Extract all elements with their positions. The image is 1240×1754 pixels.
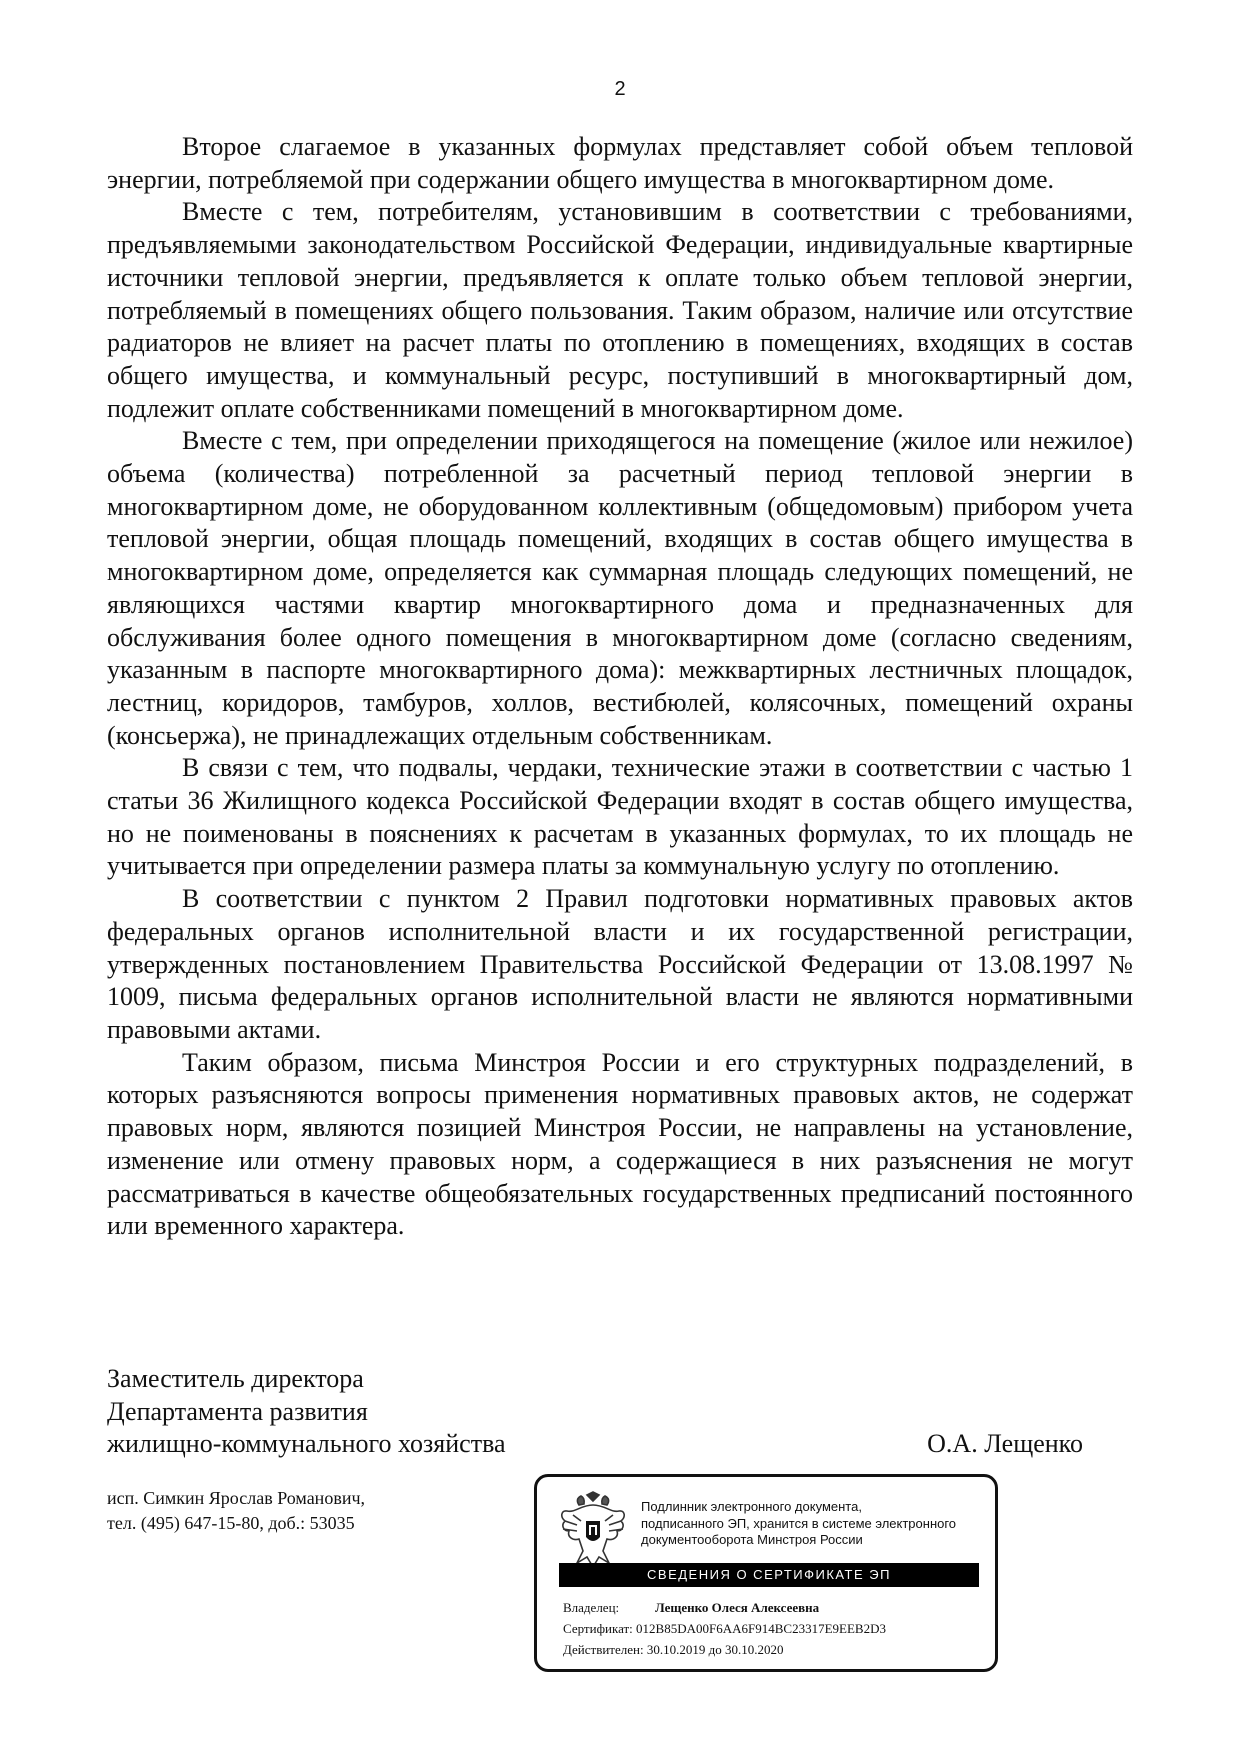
owner-value: Лещенко Олеся Алексеевна	[655, 1600, 820, 1615]
executor-info	[107, 1486, 365, 1536]
executor-name: исп. Симкин Ярослав Романович,	[107, 1488, 366, 1508]
page-number: 2	[614, 78, 626, 100]
paragraph: Второе слагаемое в указанных формулах представляет собой объем тепловой энергии, потребляемой при содержании общего имущества в многоквартирном доме.	[107, 132, 1133, 194]
cert-value: 012B85DA00F6AA6F914BC23317E9EEB2D3	[636, 1621, 886, 1636]
signatory-name: О.А. Лещенко	[927, 1429, 1083, 1458]
valid-value: 30.10.2019 до 30.10.2020	[646, 1642, 784, 1657]
signatory-title-line: Заместитель директора	[107, 1364, 364, 1393]
paragraph: Вместе с тем, потребителям, установившим в соответствии с требованиями, предъявляемыми законодательством Российской Федерации, индивидуальные квартирные источники тепловой энергии, предъявляется к оплате только объем тепловой энергии, потребляемый в помещениях общего пользования. Таким образом, наличие или отсутствие радиаторов не влияет на расчет платы по отоплению в помещениях, входящих в состав общего имущества, и коммунальный ресурс, поступивший в многоквартирный дом, подлежит оплате собственниками помещений в многоквартирном доме.	[107, 197, 1133, 423]
signatory-position	[107, 1363, 506, 1461]
electronic-signature-stamp	[534, 1474, 998, 1672]
owner-label: Владелец:	[563, 1600, 620, 1615]
certificate-header-bar: СВЕДЕНИЯ О СЕРТИФИКАТЕ ЭП	[559, 1563, 979, 1587]
stamp-notice-line: документооборота Минстроя России	[641, 1532, 863, 1547]
valid-label: Действителен:	[563, 1642, 644, 1657]
paragraph: В соответствии с пунктом 2 Правил подготовки нормативных правовых актов федеральных органов исполнительной власти и их государственной регистрации, утвержденных постановлением Правительства Российской Федерации от 13.08.1997 № 1009, письма федеральных органов исполнительной власти не являются нормативными правовыми актами.	[107, 884, 1133, 1044]
signatory-title-line: жилищно-коммунального хозяйства	[107, 1429, 506, 1458]
stamp-notice-line: подписанного ЭП, хранится в системе электронного	[641, 1515, 957, 1531]
certificate-number-row	[563, 1618, 886, 1639]
letter-body	[107, 131, 1133, 1243]
stamp-notice	[641, 1499, 991, 1549]
executor-phone: тел. (495) 647-15-80, доб.: 53035	[107, 1513, 355, 1533]
paragraph: В связи с тем, что подвалы, чердаки, технические этажи в соответствии с частью 1 статьи 36 Жилищного кодекса Российской Федерации входят в состав общего имущества, но не поименованы в пояснениях к расчетам в указанных формулах, то их площадь не учитывается при определении размера платы за коммунальную услугу по отоплению.	[107, 753, 1133, 881]
signatory-title-line: Департамента развития	[107, 1396, 368, 1426]
certificate-owner-row	[563, 1597, 886, 1618]
cert-label: Сертификат:	[563, 1621, 633, 1636]
paragraph: Вместе с тем, при определении приходящегося на помещение (жилое или нежилое) объема (количества) потребленной за расчетный период тепловой энергии в многоквартирном доме, не оборудованном коллективным (общедомовым) прибором учета тепловой энергии, общая площадь помещений, входящих в состав общего имущества в многоквартирном доме, определяется как суммарная площадь следующих помещений, не являющихся частями квартир многоквартирного дома и предназначенных для обслуживания более одного помещения в многоквартирном доме (согласно сведениям, указанным в паспорте многоквартирного дома): межквартирных лестничных площадок, лестниц, коридоров, тамбуров, холлов, вестибюлей, колясочных, помещений охраны (консьержа), не принадлежащих отдельным собственникам.	[107, 426, 1133, 750]
stamp-notice-line: Подлинник электронного документа,	[641, 1499, 862, 1514]
certificate-details	[563, 1597, 886, 1660]
paragraph: Таким образом, письма Минстроя России и его структурных подразделений, в которых разъясняются вопросы применения нормативных правовых актов, не содержат правовых норм, являются позицией Минстроя России, не направлены на установление, изменение или отмену правовых норм, а содержащиеся в них разъяснения не могут рассматриваться в качестве общеобязательных государственных предписаний постоянного или временного характера.	[107, 1047, 1133, 1241]
certificate-validity-row	[563, 1639, 886, 1660]
